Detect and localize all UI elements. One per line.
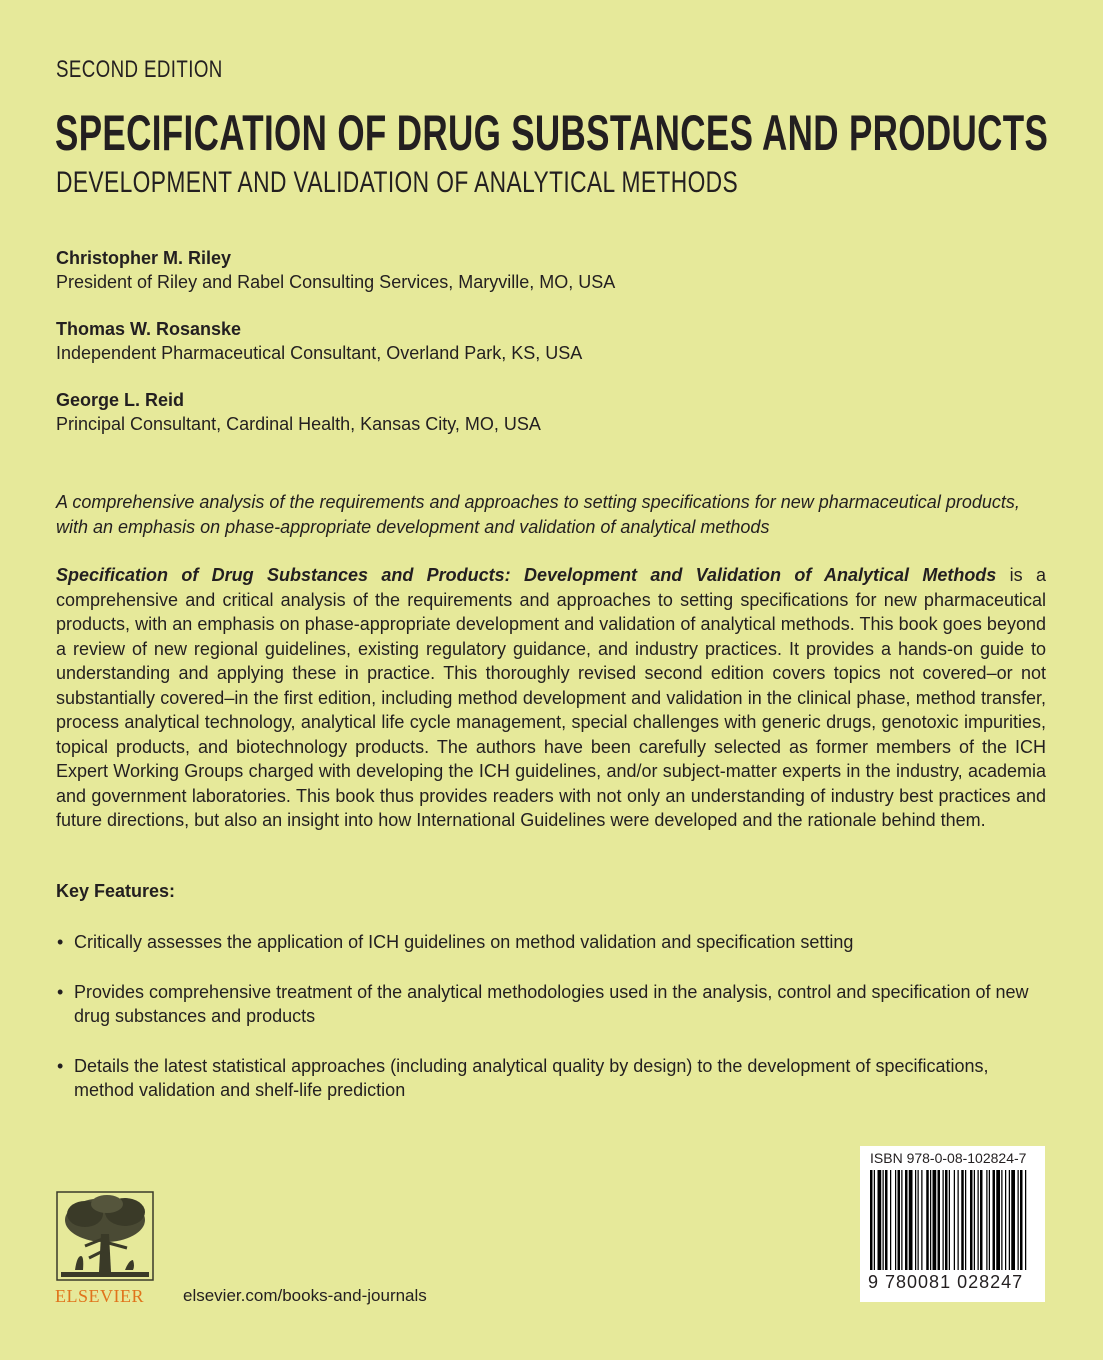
barcode-panel bbox=[860, 1146, 1045, 1302]
edition-label: SECOND EDITION bbox=[56, 56, 223, 83]
bullet-icon: • bbox=[57, 981, 64, 1002]
key-features-heading: Key Features: bbox=[56, 881, 176, 901]
author-entry bbox=[56, 388, 1056, 436]
list-item bbox=[56, 930, 1046, 955]
description-book-title: Specification of Drug Substances and Products: Development and Validation of Analytical Methods bbox=[56, 565, 997, 585]
bullet-icon: • bbox=[57, 1055, 64, 1076]
key-features-list bbox=[56, 930, 1046, 1128]
barcode-icon bbox=[868, 1170, 1038, 1272]
author-affiliation: Principal Consultant, Cardinal Health, Kansas City, MO, USA bbox=[56, 414, 541, 434]
list-item bbox=[56, 980, 1046, 1029]
book-title: SPECIFICATION OF DRUG SUBSTANCES AND PRODUCTS bbox=[55, 105, 1049, 161]
author-name: Christopher M. Riley bbox=[56, 248, 232, 268]
author-name: George L. Reid bbox=[56, 390, 185, 410]
author-affiliation: President of Riley and Rabel Consulting Services, Maryville, MO, USA bbox=[56, 272, 616, 292]
feature-text: Critically assesses the application of ICH guidelines on method validation and specification setting bbox=[74, 932, 854, 952]
book-subtitle: DEVELOPMENT AND VALIDATION OF ANALYTICAL METHODS bbox=[56, 166, 739, 199]
description bbox=[56, 563, 1046, 833]
publisher-name: ELSEVIER bbox=[55, 1286, 144, 1306]
tagline: A comprehensive analysis of the requirements and approaches to setting specifications for new pharmaceutical products, with an emphasis on phase-appropriate development and validation of analytical methods bbox=[56, 492, 1020, 537]
list-item bbox=[56, 1054, 1046, 1103]
author-affiliation: Independent Pharmaceutical Consultant, Overland Park, KS, USA bbox=[56, 343, 583, 363]
author-entry bbox=[56, 317, 1056, 365]
bullet-icon: • bbox=[57, 932, 64, 952]
author-name: Thomas W. Rosanske bbox=[56, 319, 242, 339]
barcode-number: 9 780081 028247 bbox=[868, 1272, 1024, 1292]
isbn: ISBN 978-0-08-102824-7 bbox=[870, 1150, 1027, 1166]
author-entry bbox=[56, 246, 1056, 294]
publisher-url[interactable]: elsevier.com/books-and-journals bbox=[183, 1286, 427, 1305]
description-body: is a comprehensive and critical analysis of the requirements and approaches to setting specifications for new pharmaceutical products, with an emphasis on phase-appropriate development and validation of analytical methods. This book goes beyond a review of new regional guidelines, existing regulatory guidance, and industry practices. It provides a hands-on guide to understanding and applying these in practice. This thoroughly revised second edition covers topics not covered–or not substantially covered–in the first edition, including method development and validation in the clinical phase, method transfer, process analytical technology, analytical life cycle management, special challenges with generic drugs, genotoxic impurities, topical products, and biotechnology products. The authors have been carefully selected as former members of the ICH Expert Working Groups charged with developing the ICH guidelines, and/or subject-matter experts in the industry, academia and government laboratories. This book thus provides readers with not only an understanding of industry best practices and future directions, but also an insight into how International Guidelines were developed and the rationale behind them. bbox=[56, 565, 1046, 830]
authors-list bbox=[56, 246, 1056, 459]
elsevier-tree-logo-icon bbox=[55, 1190, 155, 1282]
feature-text: Provides comprehensive treatment of the analytical methodologies used in the analysis, control and specification of new drug substances and products bbox=[74, 981, 1029, 1026]
feature-text: Details the latest statistical approaches (including analytical quality by design) to the development of specifications, method validation and shelf-life prediction bbox=[74, 1055, 989, 1100]
